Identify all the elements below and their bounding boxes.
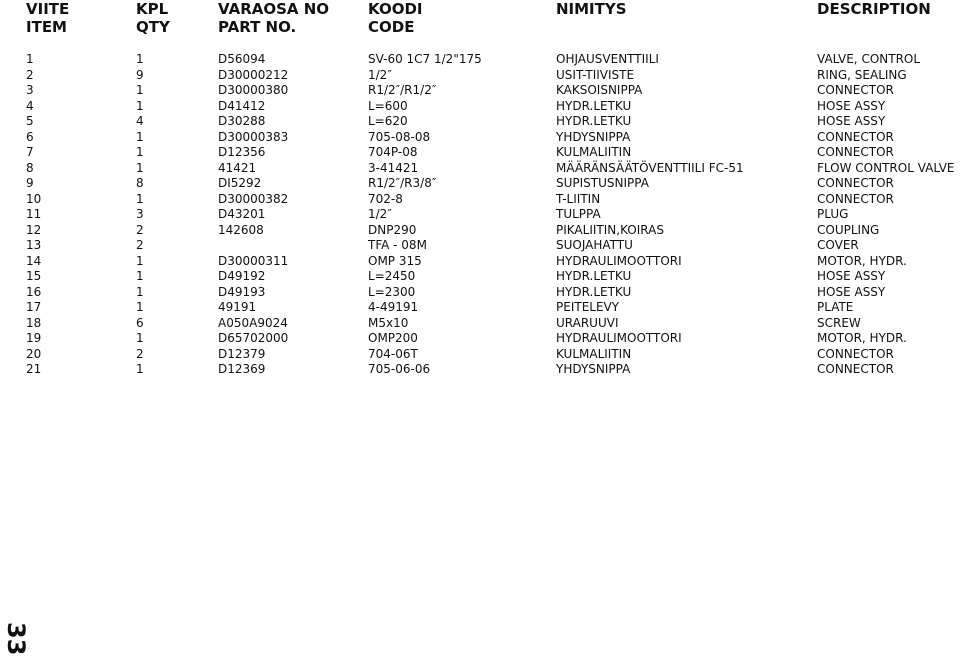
item-cell: 2 — [26, 67, 34, 82]
qty-cell: 3 — [136, 207, 144, 221]
item-cell: 8 — [26, 160, 34, 175]
header-qty — [136, 0, 170, 36]
description-cell: CONNECTOR — [817, 83, 894, 97]
part-no-cell: DI5292 — [218, 176, 262, 190]
code-cell: L=2300 — [368, 284, 416, 299]
description-cell: HOSE ASSY — [817, 98, 886, 113]
table-row — [0, 161, 960, 177]
table-row — [0, 300, 960, 316]
qty-cell: 1 — [136, 98, 144, 113]
part-no-cell: 49191 — [218, 300, 257, 314]
header-item — [26, 0, 69, 36]
part-no-cell: D12369 — [218, 362, 266, 376]
nimitys-cell: SUPISTUSNIPPA — [556, 176, 649, 190]
header-label-en: DESCRIPTION — [817, 0, 931, 18]
header-code — [368, 0, 423, 36]
description-cell: CONNECTOR — [817, 129, 894, 144]
code-cell: R1/2″/R1/2″ — [368, 83, 437, 97]
header-label-fi: KPL — [136, 0, 169, 18]
header-part-no — [218, 0, 329, 36]
description-cell: HOSE ASSY — [817, 114, 886, 128]
table-row — [0, 347, 960, 363]
description-cell: CONNECTOR — [817, 346, 894, 361]
part-no-cell: D49193 — [218, 284, 266, 299]
nimitys-cell: TULPPA — [556, 207, 601, 221]
item-cell: 11 — [26, 207, 42, 221]
item-cell: 16 — [26, 284, 42, 299]
table-row — [0, 83, 960, 99]
nimitys-cell: SUOJAHATTU — [556, 238, 633, 252]
description-cell: COVER — [817, 238, 859, 252]
table-row — [0, 145, 960, 161]
description-cell: MOTOR, HYDR. — [817, 253, 907, 268]
description-cell: CONNECTOR — [817, 362, 894, 376]
code-cell: 1/2″ — [368, 207, 392, 221]
part-no-cell: D49192 — [218, 269, 266, 283]
item-cell: 10 — [26, 191, 42, 206]
description-cell: PLATE — [817, 300, 854, 314]
qty-cell: 1 — [136, 129, 144, 144]
code-cell: 1/2″ — [368, 67, 392, 82]
code-cell: 704-06T — [368, 346, 418, 361]
item-cell: 5 — [26, 114, 34, 128]
code-cell: OMP200 — [368, 331, 418, 345]
qty-cell: 8 — [136, 176, 144, 190]
description-cell: CONNECTOR — [817, 191, 894, 206]
table-row — [0, 269, 960, 285]
description-cell: CONNECTOR — [817, 176, 894, 190]
table-row — [0, 52, 960, 68]
part-no-cell: D30000212 — [218, 67, 289, 82]
code-cell: OMP 315 — [368, 253, 422, 268]
nimitys-cell: HYDR.LETKU — [556, 284, 632, 299]
item-cell: 13 — [26, 238, 42, 252]
item-cell: 7 — [26, 145, 34, 159]
code-cell: TFA - 08M — [368, 238, 427, 252]
part-no-cell: D12356 — [218, 145, 266, 159]
header-label-fi: VARAOSA NO — [218, 0, 330, 18]
code-cell: 702-8 — [368, 191, 403, 206]
description-cell: FLOW CONTROL VALVE — [817, 160, 955, 175]
item-cell: 15 — [26, 269, 42, 283]
part-no-cell: D30288 — [218, 114, 266, 128]
qty-cell: 4 — [136, 114, 144, 128]
header-label-en: PART NO. — [218, 18, 297, 36]
table-row — [0, 254, 960, 270]
nimitys-cell: PIKALIITIN,KOIRAS — [556, 222, 664, 237]
header-label-en: CODE — [368, 18, 415, 36]
qty-cell: 1 — [136, 300, 144, 314]
qty-cell: 1 — [136, 145, 144, 159]
nimitys-cell: YHDYSNIPPA — [556, 362, 631, 376]
item-cell: 6 — [26, 129, 34, 144]
header-label-fi: NIMITYS — [556, 0, 627, 18]
table-header — [0, 0, 960, 40]
table-row — [0, 223, 960, 239]
table-row — [0, 130, 960, 146]
nimitys-cell: MÄÄRÄNSÄÄTÖVENTTIILI FC-51 — [556, 160, 744, 175]
code-cell: 704P-08 — [368, 145, 418, 159]
nimitys-cell: PEITELEVY — [556, 300, 620, 314]
qty-cell: 2 — [136, 238, 144, 252]
nimitys-cell: USIT-TIIVISTE — [556, 67, 635, 82]
code-cell: 4-49191 — [368, 300, 419, 314]
part-no-cell: D56094 — [218, 52, 266, 66]
code-cell: L=620 — [368, 114, 408, 128]
part-no-cell: D30000383 — [218, 129, 289, 144]
qty-cell: 1 — [136, 362, 144, 376]
nimitys-cell: YHDYSNIPPA — [556, 129, 631, 144]
code-cell: SV-60 1C7 1/2"175 — [368, 52, 482, 66]
part-no-cell: D12379 — [218, 346, 266, 361]
qty-cell: 1 — [136, 52, 144, 66]
nimitys-cell: HYDR.LETKU — [556, 114, 632, 128]
code-cell: R1/2″/R3/8″ — [368, 176, 437, 190]
description-cell: HOSE ASSY — [817, 269, 886, 283]
table-row — [0, 176, 960, 192]
item-cell: 18 — [26, 315, 42, 330]
qty-cell: 1 — [136, 83, 144, 97]
table-row — [0, 316, 960, 332]
table-row — [0, 238, 960, 254]
qty-cell: 1 — [136, 331, 144, 345]
nimitys-cell: HYDR.LETKU — [556, 269, 632, 283]
code-cell: 705-06-06 — [368, 362, 431, 376]
item-cell: 4 — [26, 98, 34, 113]
nimitys-cell: KULMALIITIN — [556, 145, 632, 159]
code-cell: 3-41421 — [368, 160, 419, 175]
description-cell: CONNECTOR — [817, 145, 894, 159]
nimitys-cell: OHJAUSVENTTIILI — [556, 52, 659, 66]
qty-cell: 2 — [136, 346, 144, 361]
code-cell: 705-08-08 — [368, 129, 431, 144]
nimitys-cell: HYDRAULIMOOTTORI — [556, 253, 682, 268]
item-cell: 14 — [26, 253, 42, 268]
item-cell: 20 — [26, 346, 42, 361]
description-cell: SCREW — [817, 315, 861, 330]
item-cell: 9 — [26, 176, 34, 190]
nimitys-cell: KAKSOISNIPPA — [556, 83, 643, 97]
table-row — [0, 99, 960, 115]
code-cell: L=600 — [368, 98, 408, 113]
item-cell: 17 — [26, 300, 42, 314]
description-cell: COUPLING — [817, 222, 880, 237]
part-no-cell: D30000382 — [218, 191, 289, 206]
part-no-cell: D30000380 — [218, 83, 289, 97]
table-row — [0, 362, 960, 378]
header-nimitys — [556, 0, 627, 18]
part-no-cell: 142608 — [218, 222, 264, 237]
qty-cell: 1 — [136, 191, 144, 206]
nimitys-cell: HYDRAULIMOOTTORI — [556, 331, 682, 345]
table-row — [0, 114, 960, 130]
item-cell: 3 — [26, 83, 34, 97]
table-row — [0, 331, 960, 347]
description-cell: VALVE, CONTROL — [817, 52, 921, 66]
table-row — [0, 192, 960, 208]
part-no-cell: D30000311 — [218, 253, 289, 268]
description-cell: RING, SEALING — [817, 67, 907, 82]
header-label-fi: KOODI — [368, 0, 423, 18]
qty-cell: 1 — [136, 269, 144, 283]
part-no-cell: D65702000 — [218, 331, 289, 345]
header-label-en: QTY — [136, 18, 170, 36]
nimitys-cell: URARUUVI — [556, 315, 619, 330]
part-no-cell: A050A9024 — [218, 315, 288, 330]
code-cell: M5x10 — [368, 315, 409, 330]
parts-table-body — [0, 52, 960, 378]
part-no-cell: D41412 — [218, 98, 266, 113]
qty-cell: 2 — [136, 222, 144, 237]
part-no-cell: 41421 — [218, 160, 257, 175]
description-cell: MOTOR, HYDR. — [817, 331, 907, 345]
qty-cell: 1 — [136, 284, 144, 299]
qty-cell: 6 — [136, 315, 144, 330]
item-cell: 21 — [26, 362, 42, 376]
part-no-cell: D43201 — [218, 207, 266, 221]
nimitys-cell: T-LIITIN — [556, 191, 601, 206]
qty-cell: 9 — [136, 67, 144, 82]
table-row — [0, 207, 960, 223]
nimitys-cell: KULMALIITIN — [556, 346, 632, 361]
header-label-en: ITEM — [26, 18, 67, 36]
item-cell: 12 — [26, 222, 42, 237]
table-row — [0, 68, 960, 84]
page-number: 33 — [2, 622, 30, 656]
qty-cell: 1 — [136, 160, 144, 175]
qty-cell: 1 — [136, 253, 144, 268]
table-row — [0, 285, 960, 301]
item-cell: 19 — [26, 331, 42, 345]
code-cell: L=2450 — [368, 269, 416, 283]
description-cell: HOSE ASSY — [817, 284, 886, 299]
nimitys-cell: HYDR.LETKU — [556, 98, 632, 113]
code-cell: DNP290 — [368, 222, 417, 237]
description-cell: PLUG — [817, 207, 849, 221]
header-label-fi: VIITE — [26, 0, 70, 18]
item-cell: 1 — [26, 52, 34, 66]
header-description — [817, 0, 931, 18]
